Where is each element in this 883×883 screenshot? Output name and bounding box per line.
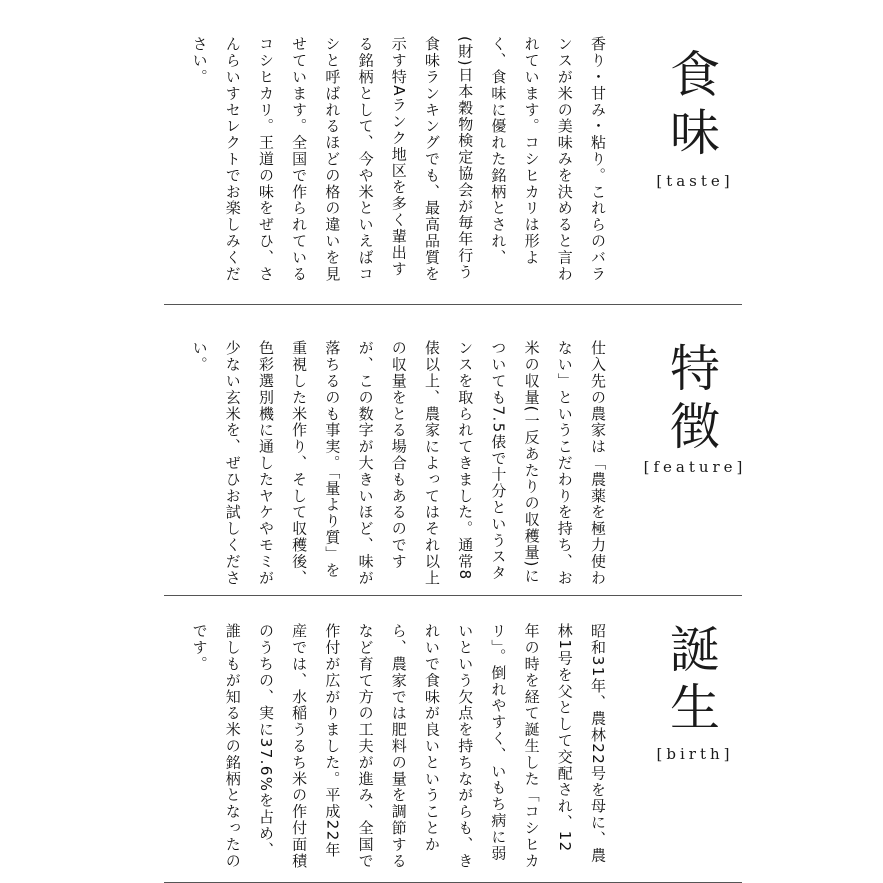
feature-body-text: 仕入先の農家は「農薬を極力使わない」というこだわりを持ち、お米の収量(一反あたりの収穫量)についても7.5俵で十分というスタンスを取られてきました。通常8俵以上、農家によってはそれ以上の収量をとる場合もあるのですが、この数字が大きいほど、味が落ちるのも事実。「量より質」を重視した米作り、そして収穫後、色彩選別機に通したヤケやモミが少ない玄米を、ぜひお試しください。 bbox=[190, 340, 607, 586]
taste-subtitle: [taste] bbox=[656, 172, 734, 190]
section-feature bbox=[0, 306, 883, 596]
section-birth bbox=[0, 597, 883, 883]
birth-subtitle: [birth] bbox=[656, 745, 734, 763]
birth-title: 誕 生 bbox=[670, 621, 720, 737]
taste-title: 食 味 bbox=[670, 46, 720, 162]
section-taste bbox=[0, 0, 883, 305]
divider-2 bbox=[164, 595, 742, 596]
taste-body-text: 香り・甘み・粘り。これらのバランスが米の美味みを決めると言われています。コシヒカリは形よく、食味に優れた銘柄とされ、(財)日本穀物検定協会が毎年行う食味ランキングでも、最高品質を示す特Aランク地区を多く輩出する銘柄として、今や米といえばコシと呼ばれるほどの格の違いを見せています。全国で作られているコシヒカリ。王道の味をぜひ、さんらいすセレクトでお楽しみください。 bbox=[190, 36, 607, 282]
feature-subtitle: [feature] bbox=[643, 458, 747, 476]
divider-1 bbox=[164, 304, 742, 305]
birth-body-text: 昭和31年、農林22号を母に、農林1号を父として交配され、12年の時を経て誕生した「コシヒカリ」。倒れやすく、いもち病に弱いという欠点を持ちながらも、きれいで食味が良いということから、農家では肥料の量を調節するなど育て方の工夫が進み、全国で作付が広がりました。平成22年産では、水稲うるち米の作付面積のうちの、実に37.6%を占め、誰しもが知る米の銘柄となったのです。 bbox=[190, 623, 607, 869]
feature-title: 特 徴 bbox=[670, 340, 720, 456]
